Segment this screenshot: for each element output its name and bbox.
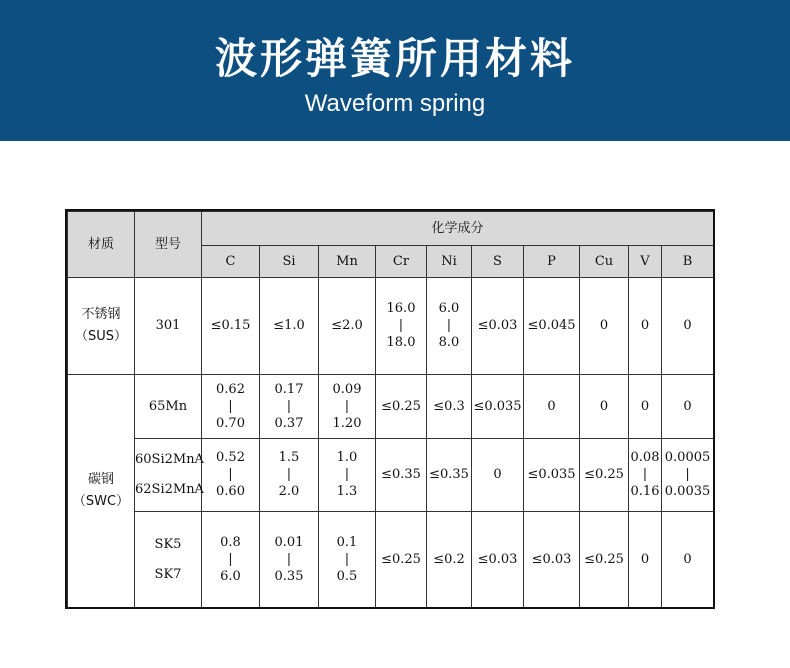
- value-cell-s: [472, 278, 524, 375]
- value-cell-v: [629, 278, 662, 375]
- cell-value: 0: [683, 551, 692, 567]
- value-cell-cr: [376, 439, 427, 512]
- range-min: 0.17: [274, 381, 304, 397]
- material-name: 不锈钢: [81, 307, 121, 322]
- value-cell-b: [662, 439, 714, 512]
- value-cell-mn: [319, 375, 376, 439]
- cell-value: ≤0.35: [381, 467, 421, 482]
- table-row: [68, 375, 714, 439]
- range-max: 2.0: [278, 484, 300, 499]
- cell-value: ≤0.25: [381, 551, 421, 567]
- value-cell-b: [662, 278, 714, 375]
- model-name: 301: [155, 318, 181, 333]
- page-title: 波形弹簧所用材料: [214, 34, 575, 83]
- cell-value: ≤0.25: [584, 467, 624, 482]
- cell-value: ≤0.045: [527, 318, 576, 333]
- header-chemical-composition: 化学成分: [202, 212, 714, 246]
- value-cell-s: [472, 512, 524, 608]
- value-cell-v: [629, 375, 662, 439]
- value-cell-cr: [376, 375, 427, 439]
- cell-value: 0: [640, 398, 650, 414]
- cell-value: ≤1.0: [273, 318, 305, 333]
- cell-value: ≤0.25: [381, 398, 421, 414]
- material-table-container: [67, 211, 713, 607]
- range-separator: |: [344, 467, 350, 482]
- header-element-ni: Ni: [427, 246, 472, 278]
- range-max: 8.0: [438, 335, 460, 350]
- range-separator: |: [286, 398, 292, 414]
- value-cell-si: [260, 375, 319, 439]
- material-cell: [68, 375, 135, 608]
- value-cell-cu: [580, 512, 629, 608]
- range-separator: |: [446, 318, 452, 333]
- cell-value: ≤0.15: [210, 318, 251, 333]
- header-element-p: P: [524, 246, 580, 278]
- range-max: 0.60: [216, 484, 245, 499]
- value-cell-p: [524, 512, 580, 608]
- value-cell-ni: [427, 278, 472, 375]
- header-element-cu: Cu: [580, 246, 629, 278]
- range-min: 0.08: [630, 450, 660, 465]
- cell-value: ≤0.03: [531, 551, 572, 567]
- value-cell-b: [662, 375, 714, 439]
- value-cell-c: [202, 512, 260, 608]
- model-cell: [135, 278, 202, 375]
- value-cell-mn: [319, 439, 376, 512]
- range-min: 0.8: [220, 534, 241, 550]
- range-separator: |: [398, 318, 404, 333]
- range-min: 0.09: [332, 381, 362, 397]
- cell-value: 0: [640, 318, 650, 333]
- cell-value: ≤0.035: [527, 467, 576, 482]
- range-separator: |: [228, 398, 233, 414]
- material-name: 碳钢: [87, 472, 114, 487]
- value-cell-ni: [427, 375, 472, 439]
- range-min: 0.0005: [664, 450, 711, 465]
- table-row: [68, 512, 714, 608]
- range-separator: |: [228, 551, 233, 567]
- range-max: 1.20: [332, 415, 362, 431]
- cell-value: 0: [683, 318, 692, 333]
- range-max: 0.70: [216, 415, 245, 431]
- cell-value: ≤0.3: [433, 398, 465, 414]
- range-max: 0.0035: [664, 484, 711, 499]
- value-cell-p: [524, 439, 580, 512]
- range-min: 1.5: [278, 450, 300, 465]
- header-model: 型号: [135, 212, 202, 278]
- value-cell-c: [202, 439, 260, 512]
- header-element-v: V: [629, 246, 662, 278]
- header-element-cr: Cr: [376, 246, 427, 278]
- cell-value: 0: [599, 398, 609, 414]
- table-row: [68, 278, 714, 375]
- cell-value: ≤0.03: [477, 551, 518, 567]
- table-row: [68, 439, 714, 512]
- value-cell-p: [524, 375, 580, 439]
- model-name: 62Si2MnA: [135, 482, 204, 497]
- value-cell-mn: [319, 278, 376, 375]
- model-cell: [135, 375, 202, 439]
- cell-value: ≤0.03: [477, 318, 518, 333]
- value-cell-c: [202, 278, 260, 375]
- range-min: 6.0: [438, 301, 460, 316]
- cell-value: ≤0.2: [433, 551, 465, 567]
- cell-value: 0: [683, 398, 692, 414]
- range-min: 0.01: [274, 534, 304, 550]
- value-cell-si: [260, 439, 319, 512]
- range-max: 6.0: [220, 568, 241, 584]
- range-max: 1.3: [336, 484, 358, 499]
- value-cell-c: [202, 375, 260, 439]
- value-cell-cr: [376, 278, 427, 375]
- material-code: （SUS）: [74, 329, 128, 344]
- cell-value: 0: [599, 318, 609, 333]
- model-name: 65Mn: [148, 398, 188, 414]
- cell-value: ≤2.0: [331, 318, 363, 333]
- material-cell: [68, 278, 135, 375]
- header-element-si: Si: [260, 246, 319, 278]
- value-cell-b: [662, 512, 714, 608]
- value-cell-cu: [580, 439, 629, 512]
- header-element-c: C: [202, 246, 260, 278]
- value-cell-v: [629, 439, 662, 512]
- value-cell-ni: [427, 439, 472, 512]
- range-separator: |: [228, 467, 233, 482]
- header-element-mn: Mn: [319, 246, 376, 278]
- cell-value: 0: [640, 551, 650, 567]
- range-separator: |: [286, 467, 292, 482]
- range-max: 0.37: [274, 415, 304, 431]
- material-code: （SWC）: [72, 494, 130, 509]
- range-max: 18.0: [386, 335, 416, 350]
- model-name: SK5: [154, 536, 182, 552]
- range-separator: |: [642, 467, 648, 482]
- range-separator: |: [286, 551, 292, 567]
- model-cell: [135, 439, 202, 512]
- range-separator: |: [344, 551, 350, 567]
- page-subtitle: Waveform spring: [304, 90, 486, 117]
- range-min: 16.0: [386, 301, 416, 316]
- range-min: 0.62: [216, 381, 245, 397]
- range-max: 0.16: [630, 484, 660, 499]
- value-cell-si: [260, 278, 319, 375]
- material-table: [67, 211, 714, 608]
- value-cell-ni: [427, 512, 472, 608]
- range-max: 0.5: [336, 568, 358, 584]
- value-cell-s: [472, 439, 524, 512]
- model-name: 60Si2MnA: [135, 452, 204, 467]
- range-min: 0.52: [216, 450, 245, 465]
- cell-value: ≤0.035: [473, 398, 522, 414]
- range-min: 1.0: [336, 450, 358, 465]
- value-cell-cr: [376, 512, 427, 608]
- header-banner: [0, 0, 790, 141]
- value-cell-si: [260, 512, 319, 608]
- value-cell-cu: [580, 278, 629, 375]
- range-separator: |: [344, 398, 350, 414]
- header-material: 材质: [68, 212, 135, 278]
- value-cell-cu: [580, 375, 629, 439]
- value-cell-s: [472, 375, 524, 439]
- cell-value: 0: [493, 467, 502, 482]
- model-name: SK7: [154, 566, 182, 582]
- cell-value: 0: [547, 398, 556, 414]
- value-cell-mn: [319, 512, 376, 608]
- header-row-1: [68, 212, 714, 246]
- range-max: 0.35: [274, 568, 304, 584]
- cell-value: ≤0.35: [429, 467, 469, 482]
- range-separator: |: [685, 467, 690, 482]
- value-cell-p: [524, 278, 580, 375]
- model-cell: [135, 512, 202, 608]
- header-element-b: B: [662, 246, 714, 278]
- value-cell-v: [629, 512, 662, 608]
- range-min: 0.1: [336, 534, 358, 550]
- cell-value: ≤0.25: [584, 551, 624, 567]
- header-element-s: S: [472, 246, 524, 278]
